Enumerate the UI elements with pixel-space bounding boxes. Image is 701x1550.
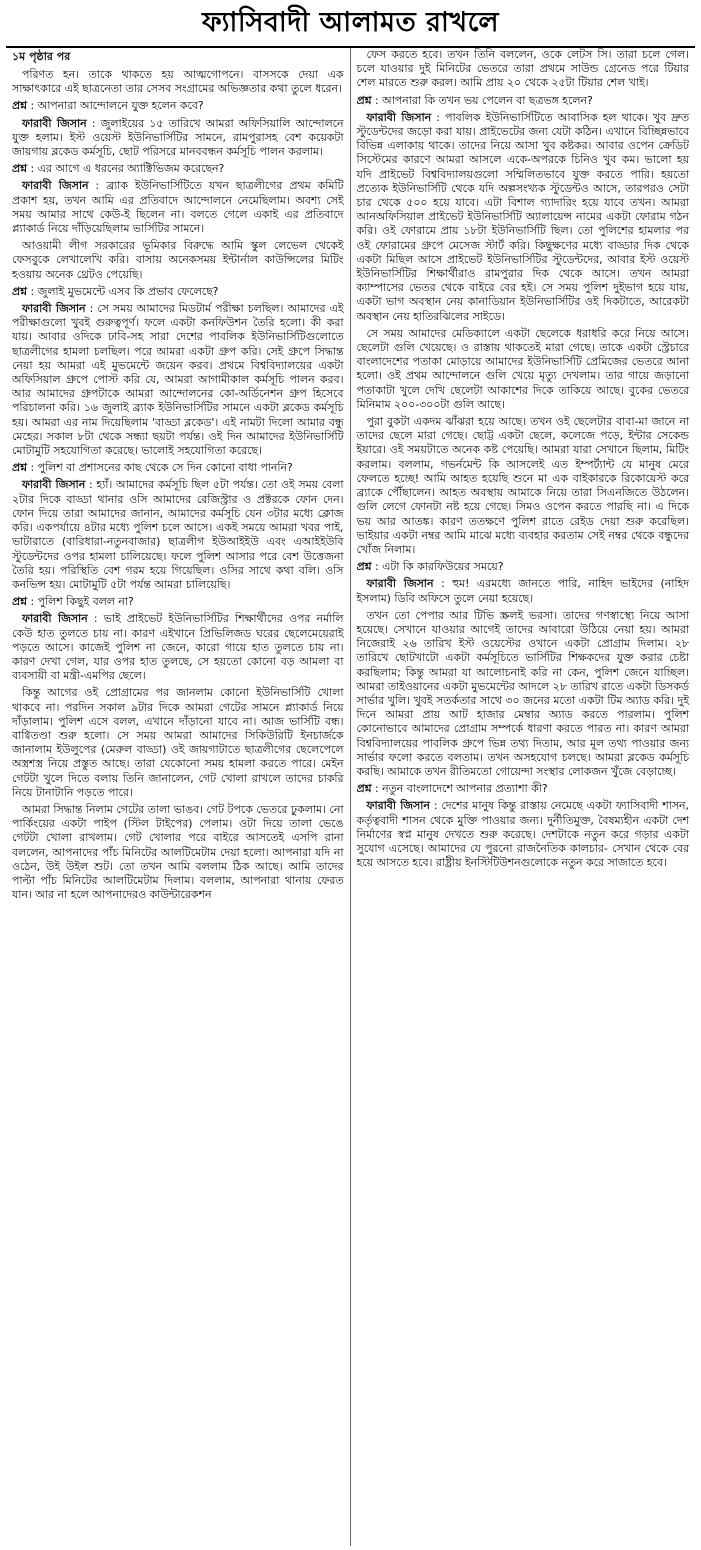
question-paragraph: প্রশ্ন : আপনারা কি তখন ভয় পেলেন বা ছত্রভঙ্গ হলেন? bbox=[356, 93, 593, 107]
question-text: এর আগে এ ধরনের অ্যাক্টিভিজম করেছেন? bbox=[37, 162, 225, 176]
answer-text: জুলাইয়ের ১৫ তারিখে আমরা অফিসিয়ালি আন্দোলনে যুক্ত হলাম। ইস্ট ওয়েস্ট ইউনিভার্সিটির সামনে, রামপুরাসহ বেশ কয়েকটা জায়গায় ব্লকেড কর্মসূচি, ছোট পরিসরে মানববন্ধন কর্মসূচি পালন করলাম। bbox=[12, 116, 344, 159]
speaker-label: ফারাবী জিসান bbox=[22, 179, 89, 193]
question-label: প্রশ্ন bbox=[12, 284, 27, 298]
body-paragraph: তখন তো পেপার আর টিভি স্ক্রলই ভরসা। তাদের গণস্বাস্থ্যে নিয়ে আসা হয়েছে। সেখানে যাওয়ার আগেই তাদের আবারো উঠিয়ে নেয়া হয়। আমরা নিজেরাই ২৬ তারিখ ইস্ট ওয়েস্টের ওখানে একটা প্রোগ্রাম দিলাম। ২৮ তারিখে ছোটখাটো একটা কর্মসূচিতে ভার্সিটির শিক্ষকদের যুক্ত করার চেষ্টা করছিলাম; কিন্তু আমরা যা আলোচনাই করি না কেন, পুলিশ জেনে যাচ্ছিল। আমরা তাইওয়ানের একটা মুভমেন্টের আদলে ২৮ তারিখ রাতে একটা ডিসকর্ড সার্ভার খুলি। খুবই সতর্কতার সাথে ৩০ জনের মতো একটা টিম অ্যাড করি। দুই দিনে আমরা প্রায় আট হাজার মেম্বার অ্যাড করতে পারলাম। পুলিশ কোনোভাবে আমাদের প্রোগ্রাম সম্পর্কে ধারণা করতে পারত না। কারণ আমরা বিশ্ববিদ্যালয়ের পাবলিক গ্রুপে ভিন্ন তথ্য দিতাম, আর মূল তথ্য পাওয়ার জন্য সার্ভার ফলো করতে বলতাম। তখন অসহযোগ চলছে। আমরা ব্লকেড কর্মসূচি করছি। আমাকে তখন রীতিমতো গোয়েন্দা সংস্থার লোকজন খুঁজে বেড়াচ্ছে। bbox=[356, 608, 689, 778]
answer-text: দেশের মানুষ কিন্তু রাস্তায় নেমেছে একটা ফ্যাসিবাদী শাসন, কর্তৃত্ববাদী শাসন থেকে মুক্তি পাওয়ার জন্য। দুর্নীতিমুক্ত, বৈষম্যহীন একটা দেশ নির্মাণের স্বপ্ন মানুষ দেখতে শুরু করেছে। দেশটাকে নতুন করে গড়ার একটা সুযোগ এসেছে। আমাদের যে পুরনো রাজনৈতিক কালচার- সেখান থেকে বের হয়ে আসতে হবে। রাষ্ট্রীয় ইনস্টিটিউশনগুলোকে নতুন করে সাজাতে হবে। bbox=[356, 799, 690, 870]
body-paragraph: আমরা সিদ্ধান্ত নিলাম গেটের তালা ভাঙব। গেট টপকে ভেতরে ঢুকলাম। নো পার্কিংয়ের একটা পাইপ (স্টিল টাইপের) পেলাম। ওটা দিয়ে তালা ভেঙে গেটটা খোলা রাখলাম। গেট খোলার পরে বাইরে আসতেই এসপি রানা বললেন, আপনাদের পাঁচ মিনিটের আলটিমেটাম দেয়া হলো। আপনারা যদি না ওঠেন, উই উইল শুট। তো তখন আমি বললাম ঠিক আছে। আমি তাদের পাল্টা পাঁচ মিনিটের আলটিমেটাম দিলাম। বললাম, আপনারা থানায় ফেরত যান। আর না হলে আপনাদেরও কাউন্টারেকশন bbox=[12, 802, 344, 902]
question-paragraph: প্রশ্ন : এর আগে এ ধরনের অ্যাক্টিভিজম করেছেন? bbox=[12, 162, 225, 176]
question-text: পুলিশ কিছুই বলল না? bbox=[37, 595, 134, 609]
question-label: প্রশ্ন bbox=[12, 162, 27, 176]
answer-text: পাবলিক ইউনিভার্সিটিতে আবাসিক হল থাকে। খুব দ্রুত স্টুডেন্টদের জড়ো করা যায়। প্রাইভেটের জন্য যেটা কঠিন। এখানে বিচ্ছিন্নভাবে বিভিন্ন এলাকায় থাকে। তাদের নিয়ে আসা খুব কষ্টকর। আবার ওপেন ক্রেডিট সিস্টেমের কারণে আমরা আসলে একে-অপরকে চিনিও খুব কম। ভালো হয় যদি প্রাইভেট বিশ্ববিদ্যালয়গুলো সম্মিলিতভাবে যুক্ত করতে পারি। হয়তো প্রত্যেক ইউনিভার্সিটি থেকে যদি অল্পসংখ্যক স্টুডেন্টও আসে, তারপরও সেটা চার থেকে ৫০০ হয়ে যাবে। এটা বিশাল গ্যাদারিং হয়ে যাবে তখন। আমরা আনঅফিসিয়াল প্রাইভেট ইউনিভার্সিটি অ্যালায়েন্স নামের একটা ফোরাম গঠন করি। ওই ফোরামে প্রায় ১৮টা ইউনিভার্সিটি ছিল। তো পুলিশের হামলার পর ওই ফোরামের গ্রুপে মেসেজ স্টার্ট করি। কিছুক্ষণের মধ্যে বাড্ডার দিক থেকে একটা মিছিল আসে প্রাইভেট ইউনিভার্সিটির স্টুডেন্টদের, আবার ইস্ট ওয়েস্ট ইউনিভার্সিটির শিক্ষার্থীরাও রামপুরার দিক থেকে আসে। তখন আমরা ক্যাম্পাসের ভেতর থেকে বাইরে বের হই। সে সময় পুলিশ দুইভাগ হয়ে যায়, একটা ভাগ অবস্থান নেয় কানাডিয়ান ইউনিভার্সিটির ওই দিকটাতে, আরেকটা অবস্থান নেয় হাতিরঝিলের সাইডে। bbox=[356, 110, 689, 323]
speaker-label: ফারাবী জিসান bbox=[22, 612, 88, 626]
answer-paragraph: ফারাবী জিসান : ভাই প্রাইভেট ইউনিভার্সিটির শিক্ষার্থীদের ওপর নর্মালি কেউ হাত তুলতে চায় না। কারণ এইখানে প্রিভিলিজড ঘরের ছেলেমেয়েরাই পড়তে আসে। কাজেই পুলিশ না জেনে, কারো গায়ে হাত তুলতে চায় না। কারণ দেখা গেল, যার ওপর হাত তুলছে, সে হয়তো কোনো বড় আমলা বা ব্যবসায়ী বা মন্ত্রী-এমপির ছেলে। bbox=[12, 612, 344, 683]
speaker-label: ফারাবী জিসান bbox=[366, 799, 430, 813]
body-paragraph: কিন্তু আগের ওই প্রোগ্রামের পর জানলাম কোনো ইউনিভার্সিটি খোলা থাকবে না। পরদিন সকাল ৯টার দিকে আমরা গেটের সামনে প্ল্যাকার্ড নিয়ে দাঁড়ালাম। পুলিশ এসে বলল, এখানে দাঁড়ানো যাবে না। আজ ভার্সিটি বন্ধ। বাগ্বিতণ্ডা শুরু হলো। সে সময় আমরা আমাদের সিকিউরিটি ইনচার্জকে জানালাম ইউলুপের (মেরুল বাড্ডা) ওই জায়গাটাতে ছাত্রলীগের ছেলেপেলে অস্ত্রশস্ত্র নিয়ে প্রস্তুত আছে। তারা যেকোনো সময় হামলা করতে পারে। মেইন গেটটা খুলে দিতে বলায় তিনি জানালেন, গেট খোলা রাখলে তাদের চাকরি নিয়ে টানাটানি পড়তে পারে। bbox=[12, 686, 344, 799]
answer-paragraph: ফারাবী জিসান : পাবলিক ইউনিভার্সিটিতে আবাসিক হল থাকে। খুব দ্রুত স্টুডেন্টদের জড়ো করা যায়। প্রাইভেটের জন্য যেটা কঠিন। এখানে বিচ্ছিন্নভাবে বিভিন্ন এলাকায় থাকে। তাদের নিয়ে আসা খুব কষ্টকর। আবার ওপেন ক্রেডিট সিস্টেমের কারণে আমরা আসলে একে-অপরকে চিনিও খুব কম। ভালো হয় যদি প্রাইভেট বিশ্ববিদ্যালয়গুলো সম্মিলিতভাবে যুক্ত করতে পারি। হয়তো প্রত্যেক ইউনিভার্সিটি থেকে যদি অল্পসংখ্যক স্টুডেন্টও আসে, তারপরও সেটা চার থেকে ৫০০ হয়ে যাবে। এটা বিশাল গ্যাদারিং হয়ে যাবে তখন। আমরা আনঅফিসিয়াল প্রাইভেট ইউনিভার্সিটি অ্যালায়েন্স নামের একটা ফোরাম গঠন করি। ওই ফোরামে প্রায় ১৮টা ইউনিভার্সিটি ছিল। তো পুলিশের হামলার পর ওই ফোরামের গ্রুপে মেসেজ স্টার্ট করি। কিছুক্ষণের মধ্যে বাড্ডার দিক থেকে একটা মিছিল আসে প্রাইভেট ইউনিভার্সিটির স্টুডেন্টদের, আবার ইস্ট ওয়েস্ট ইউনিভার্সিটির শিক্ষার্থীরাও রামপুরার দিক থেকে আসে। তখন আমরা ক্যাম্পাসের ভেতর থেকে বাইরে বের হই। সে সময় পুলিশ দুইভাগ হয়ে যায়, একটা ভাগ অবস্থান নেয় কানাডিয়ান ইউনিভার্সিটির ওই দিকটাতে, আরেকটা অবস্থান নেয় হাতিরঝিলের সাইডে। bbox=[356, 110, 689, 323]
article-body bbox=[6, 48, 695, 1546]
answer-paragraph: ফারাবী জিসান : জুলাইয়ের ১৫ তারিখে আমরা অফিসিয়ালি আন্দোলনে যুক্ত হলাম। ইস্ট ওয়েস্ট ইউনিভার্সিটির সামনে, রামপুরাসহ বেশ কয়েকটা জায়গায় ব্লকেড কর্মসূচি, ছোট পরিসরে মানববন্ধন কর্মসূচি পালন করলাম। bbox=[12, 116, 344, 159]
question-label: প্রশ্ন bbox=[356, 93, 372, 107]
answer-text: সে সময় আমাদের মিডটার্ম পরীক্ষা চলছিল। আমাদের এই পরীক্ষাগুলো খুবই গুরুত্বপূর্ণ। ফলে একটা কনফিউশন তৈরি হলো। কী করা যায়। আবার ওদিকে ঢাবি-সহ সারা দেশের পাবলিক ইউনিভার্সিটিগুলোতে ছাত্রলীগের হামলা চলছিল। পরে আমরা একটা গ্রুপ করি। সেই গ্রুপে সিদ্ধান্ত নেয়া হয় আমরা এই মুভমেন্টে জয়েন করব। প্রথমে বিশ্ববিদ্যালয়ের একটা অফিসিয়াল গ্রুপে পোস্ট করি যে, আমরা আগামীকাল কর্মসূচি পালন করব। আর আমাদের গ্রুপটাকে আমরা আন্দোলনের কো-অর্ডিনেশন গ্রুপ হিসেবে পরিচালনা করি। ১৬ জুলাই ব্র্যাক ইউনিভার্সিটির সামনে একটা ব্লকেড কর্মসূচি হয়। আমরা এর নাম দিয়েছিলাম 'বাড্ডা ব্লকেড'। এই নামটা দিলো আমার বন্ধু মেহের। সকাল ৮টা থেকে সন্ধ্যা ছয়টা পর্যন্ত। ওই দিন আমাদের ইউনিভার্সিটি মোটামুটি সহযোগিতা করেছে। ভালোই সহযোগিতা করেছে। bbox=[12, 302, 344, 458]
question-text: এটা কি কারফিউয়ের সময়ে? bbox=[382, 560, 504, 574]
left-column bbox=[6, 48, 351, 1546]
body-paragraph: ফেস করতে হবে। তখন তিনি বললেন, ওকে লেটস সি। তারা চলে গেল। চলে যাওয়ার দুই মিনিটের ভেতরে তারা প্রথমে সাউন্ড গ্রেনেড পরে টিয়ার শেল মারতে শুরু করল। আমি প্রায় ২০ থেকে ২৫টা টিয়ার শেল খাই। bbox=[356, 48, 689, 90]
question-paragraph: প্রশ্ন : জুলাই মুভমেন্টে এসব কি প্রভাব ফেলেছে? bbox=[12, 284, 219, 298]
speaker-label: ফারাবী জিসান bbox=[366, 110, 432, 124]
body-paragraph: আওয়ামী লীগ সরকারের ভূমিকার বিরুদ্ধে আমি স্কুল লেভেল থেকেই ফেসবুকে লেখালেখি করি। বাসায় অনেকসময় ইন্টার্নাল কাউন্সিলের মিটিং হওয়ায় অনেক থ্রেটও পেয়েছি। bbox=[12, 239, 344, 281]
continued-from-label: ১ম পৃষ্ঠার পর bbox=[12, 50, 71, 63]
body-paragraph: পরিণত হন। তাকে থাকতে হয় আত্মগোপনে। বাসসকে দেয়া এক সাক্ষাৎকারে এই ছাত্রনেতা তার সেসব সংগ্রামের অভিজ্ঞতার কথা তুলে ধরেন। bbox=[12, 68, 344, 96]
question-text: আপনারা কি তখন ভয় পেলেন বা ছত্রভঙ্গ হলেন? bbox=[382, 93, 593, 107]
right-column bbox=[351, 48, 696, 1546]
question-paragraph: প্রশ্ন : পুলিশ বা প্রশাসনের কাছ থেকে সে দিন কোনো বাধা পাননি? bbox=[12, 461, 293, 475]
speaker-label: ফারাবী জিসান bbox=[22, 478, 86, 492]
question-text: জুলাই মুভমেন্টে এসব কি প্রভাব ফেলেছে? bbox=[37, 284, 219, 298]
article-headline: ফ্যাসিবাদী আলামত রাখলে bbox=[6, 2, 695, 48]
speaker-label: ফারাবী জিসান bbox=[22, 116, 87, 130]
question-label: প্রশ্ন bbox=[356, 782, 372, 796]
question-label: প্রশ্ন bbox=[12, 99, 27, 113]
question-paragraph: প্রশ্ন : পুলিশ কিছুই বলল না? bbox=[12, 595, 134, 609]
body-paragraph: পুরা বুকটা একদম ঝাঁঝরা হয়ে আছে। তখন ওই ছেলেটার বাবা-মা জানে না তাদের ছেলে মারা গেছে। ছোট্ট একটা ছেলে, কলেজে পড়ে, ইন্টার সেকেন্ড ইয়ারে। ওই সময়টাতে অনেক কষ্ট পেয়েছি। আমরা যারা সেখানে ছিলাম, মিটিং করলাম। বললাম, গভর্নমেন্ট কি আসলেই এত ইম্পর্ট্যান্ট যে মানুষ মেরে ফেলতে হচ্ছে! আমি আহত হয়েছি শুনে মা এক বাইকারকে রিকোয়েস্ট করে ব্র্যাকে পৌঁছালেন। আহত অবস্থায় আমাকে নিয়ে তারা সিএনজিতে উঠলেন। গুলি লেগে ফোনটা নষ্ট হয়ে গেছে। সিমও ওপেন করতে পারছি না। এ দিকে ভয় আর আতঙ্ক। কারণ ততক্ষণে পুলিশ রাতে রেইড দেয়া শুরু করেছিল। ভাইয়ার একটা নম্বর আমি মাঝে মধ্যে ব্যবহার করতাম সেই নম্বর থেকে বন্ধুদের খোঁজ নিলাম। bbox=[356, 415, 689, 556]
question-text: পুলিশ বা প্রশাসনের কাছ থেকে সে দিন কোনো বাধা পাননি? bbox=[37, 461, 293, 475]
question-paragraph: প্রশ্ন : আপনারা আন্দোলনে যুক্ত হলেন কবে? bbox=[12, 99, 204, 113]
answer-text: ভাই প্রাইভেট ইউনিভার্সিটির শিক্ষার্থীদের ওপর নর্মালি কেউ হাত তুলতে চায় না। কারণ এইখানে প্রিভিলিজড ঘরের ছেলেমেয়েরাই পড়তে আসে। কাজেই পুলিশ না জেনে, কারো গায়ে হাত তুলতে চায় না। কারণ দেখা গেল, যার ওপর হাত তুলছে, সে হয়তো কোনো বড় আমলা বা ব্যবসায়ী বা মন্ত্রী-এমপির ছেলে। bbox=[12, 612, 344, 683]
answer-paragraph: ফারাবী জিসান : ব্র্যাক ইউনিভার্সিটিতে যখন ছাত্রলীগের প্রথম কমিটি প্রকাশ হয়, তখন আমি এর প্রতিবাদে আন্দোলনে নেমেছিলাম। অবশ্য সেই সময় আমার সাথে কেউ-ই ছিলেন না। বলতে গেলে একাই এর প্রতিবাদে প্ল্যাকার্ড নিয়ে দাঁড়িয়েছিলাম ভার্সিটির সামনে। bbox=[12, 179, 344, 236]
answer-paragraph: ফারাবী জিসান : হ্যাঁ। আমাদের কর্মসূচি ছিল ৫টা পর্যন্ত। তো ওই সময় বেলা ২টার দিকে বাড্ডা থানার ওসি আমাদের রেজিস্ট্রার ও প্রক্টরকে ফোন দেন। ফোন দিয়ে তারা আমাদের জানান, আমাদের কর্মসূচি যেন ৩টার মধ্যে ক্লোজ করি। একপর্যায়ে ৪টার মধ্যে পুলিশ চলে আসে। একই সময়ে আমরা খবর পাই, ভাটারাতে (বারিধারা-নতুনবাজার) ছাত্রলীগ ইউআইইউ এবং এআইইউবি স্টুডেন্টদের ওপর হামলা চালিয়েছে। ফলে পুলিশ আসার পরে বেশ উত্তেজনা তৈরি হয়। পরিস্থিতি বেশ গরম হয়ে গিয়েছিল। ওসির সাথে কথা বলি। ওসি কনভিন্স হয়। মোটামুটি ৫টা পর্যন্ত আমরা চালিয়েছি। bbox=[12, 478, 344, 591]
question-label: প্রশ্ন bbox=[12, 595, 27, 609]
answer-text: ব্র্যাক ইউনিভার্সিটিতে যখন ছাত্রলীগের প্রথম কমিটি প্রকাশ হয়, তখন আমি এর প্রতিবাদে আন্দোলনে নেমেছিলাম। অবশ্য সেই সময় আমার সাথে কেউ-ই ছিলেন না। বলতে গেলে একাই এর প্রতিবাদে প্ল্যাকার্ড নিয়ে দাঁড়িয়েছিলাম ভার্সিটির সামনে। bbox=[12, 179, 344, 236]
answer-text: হুম! এরমধ্যে জানতে পারি, নাহিদ ভাইদের (নাহিদ ইসলাম) ডিবি অফিসে তুলে নেয়া হয়েছে। bbox=[356, 577, 689, 605]
speaker-label: ফারাবী জিসান bbox=[22, 302, 86, 316]
answer-paragraph: ফারাবী জিসান : সে সময় আমাদের মিডটার্ম পরীক্ষা চলছিল। আমাদের এই পরীক্ষাগুলো খুবই গুরুত্বপূর্ণ। ফলে একটা কনফিউশন তৈরি হলো। কী করা যায়। আবার ওদিকে ঢাবি-সহ সারা দেশের পাবলিক ইউনিভার্সিটিগুলোতে ছাত্রলীগের হামলা চলছিল। পরে আমরা একটা গ্রুপ করি। সেই গ্রুপে সিদ্ধান্ত নেয়া হয় আমরা এই মুভমেন্টে জয়েন করব। প্রথমে বিশ্ববিদ্যালয়ের একটা অফিসিয়াল গ্রুপে পোস্ট করি যে, আমরা আগামীকাল কর্মসূচি পালন করব। আর আমাদের গ্রুপটাকে আমরা আন্দোলনের কো-অর্ডিনেশন গ্রুপ হিসেবে পরিচালনা করি। ১৬ জুলাই ব্র্যাক ইউনিভার্সিটির সামনে একটা ব্লকেড কর্মসূচি হয়। আমরা এর নাম দিয়েছিলাম 'বাড্ডা ব্লকেড'। এই নামটা দিলো আমার বন্ধু মেহের। সকাল ৮টা থেকে সন্ধ্যা ছয়টা পর্যন্ত। ওই দিন আমাদের ইউনিভার্সিটি মোটামুটি সহযোগিতা করেছে। ভালোই সহযোগিতা করেছে। bbox=[12, 302, 344, 458]
question-text: আপনারা আন্দোলনে যুক্ত হলেন কবে? bbox=[37, 99, 204, 113]
question-label: প্রশ্ন bbox=[356, 560, 372, 574]
answer-text: হ্যাঁ। আমাদের কর্মসূচি ছিল ৫টা পর্যন্ত। তো ওই সময় বেলা ২টার দিকে বাড্ডা থানার ওসি আমাদের রেজিস্ট্রার ও প্রক্টরকে ফোন দেন। ফোন দিয়ে তারা আমাদের জানান, আমাদের কর্মসূচি যেন ৩টার মধ্যে ক্লোজ করি। একপর্যায়ে ৪টার মধ্যে পুলিশ চলে আসে। একই সময়ে আমরা খবর পাই, ভাটারাতে (বারিধারা-নতুনবাজার) ছাত্রলীগ ইউআইইউ এবং এআইইউবি স্টুডেন্টদের ওপর হামলা চালিয়েছে। ফলে পুলিশ আসার পরে বেশ উত্তেজনা তৈরি হয়। পরিস্থিতি বেশ গরম হয়ে গিয়েছিল। ওসির সাথে কথা বলি। ওসি কনভিন্স হয়। মোটামুটি ৫টা পর্যন্ত আমরা চালিয়েছি। bbox=[12, 478, 344, 591]
question-paragraph: প্রশ্ন : নতুন বাংলাদেশে আপনার প্রত্যাশা কী? bbox=[356, 782, 548, 796]
answer-paragraph: ফারাবী জিসান : হুম! এরমধ্যে জানতে পারি, নাহিদ ভাইদের (নাহিদ ইসলাম) ডিবি অফিসে তুলে নেয়া হয়েছে। bbox=[356, 577, 689, 605]
speaker-label: ফারাবী জিসান bbox=[366, 577, 434, 591]
answer-paragraph: ফারাবী জিসান : দেশের মানুষ কিন্তু রাস্তায় নেমেছে একটা ফ্যাসিবাদী শাসন, কর্তৃত্ববাদী শাসন থেকে মুক্তি পাওয়ার জন্য। দুর্নীতিমুক্ত, বৈষম্যহীন একটা দেশ নির্মাণের স্বপ্ন মানুষ দেখতে শুরু করেছে। দেশটাকে নতুন করে গড়ার একটা সুযোগ এসেছে। আমাদের যে পুরনো রাজনৈতিক কালচার- সেখান থেকে বের হয়ে আসতে হবে। রাষ্ট্রীয় ইনস্টিটিউশনগুলোকে নতুন করে সাজাতে হবে। bbox=[356, 799, 690, 870]
body-paragraph: সে সময় আমাদের মেডিক্যালে একটা ছেলেকে ধরাধরি করে নিয়ে আসে। ছেলেটা গুলি খেয়েছে। ও রাস্তায় থাকতেই মারা গেছে। তাকে একটা স্ট্রেচারে বাংলাদেশের পতাকা মোড়ায়ে আমাদের ইউনিভার্সিটি প্রেমিজের ভেতরে আনা হলো। ওই প্রথম আন্দোলনে গুলি খেয়ে মৃত্যু দেখলাম। তার গায়ে জড়ানো পতাকাটা খুলে দেখি ছেলেটা আকাশের দিকে তাকিয়ে আছে। বুকের ভেতরে মিনিমাম ২০০-৩০০টা গুলি আছে। bbox=[356, 326, 689, 411]
question-label: প্রশ্ন bbox=[12, 461, 27, 475]
question-paragraph: প্রশ্ন : এটা কি কারফিউয়ের সময়ে? bbox=[356, 560, 504, 574]
question-text: নতুন বাংলাদেশে আপনার প্রত্যাশা কী? bbox=[382, 782, 548, 796]
